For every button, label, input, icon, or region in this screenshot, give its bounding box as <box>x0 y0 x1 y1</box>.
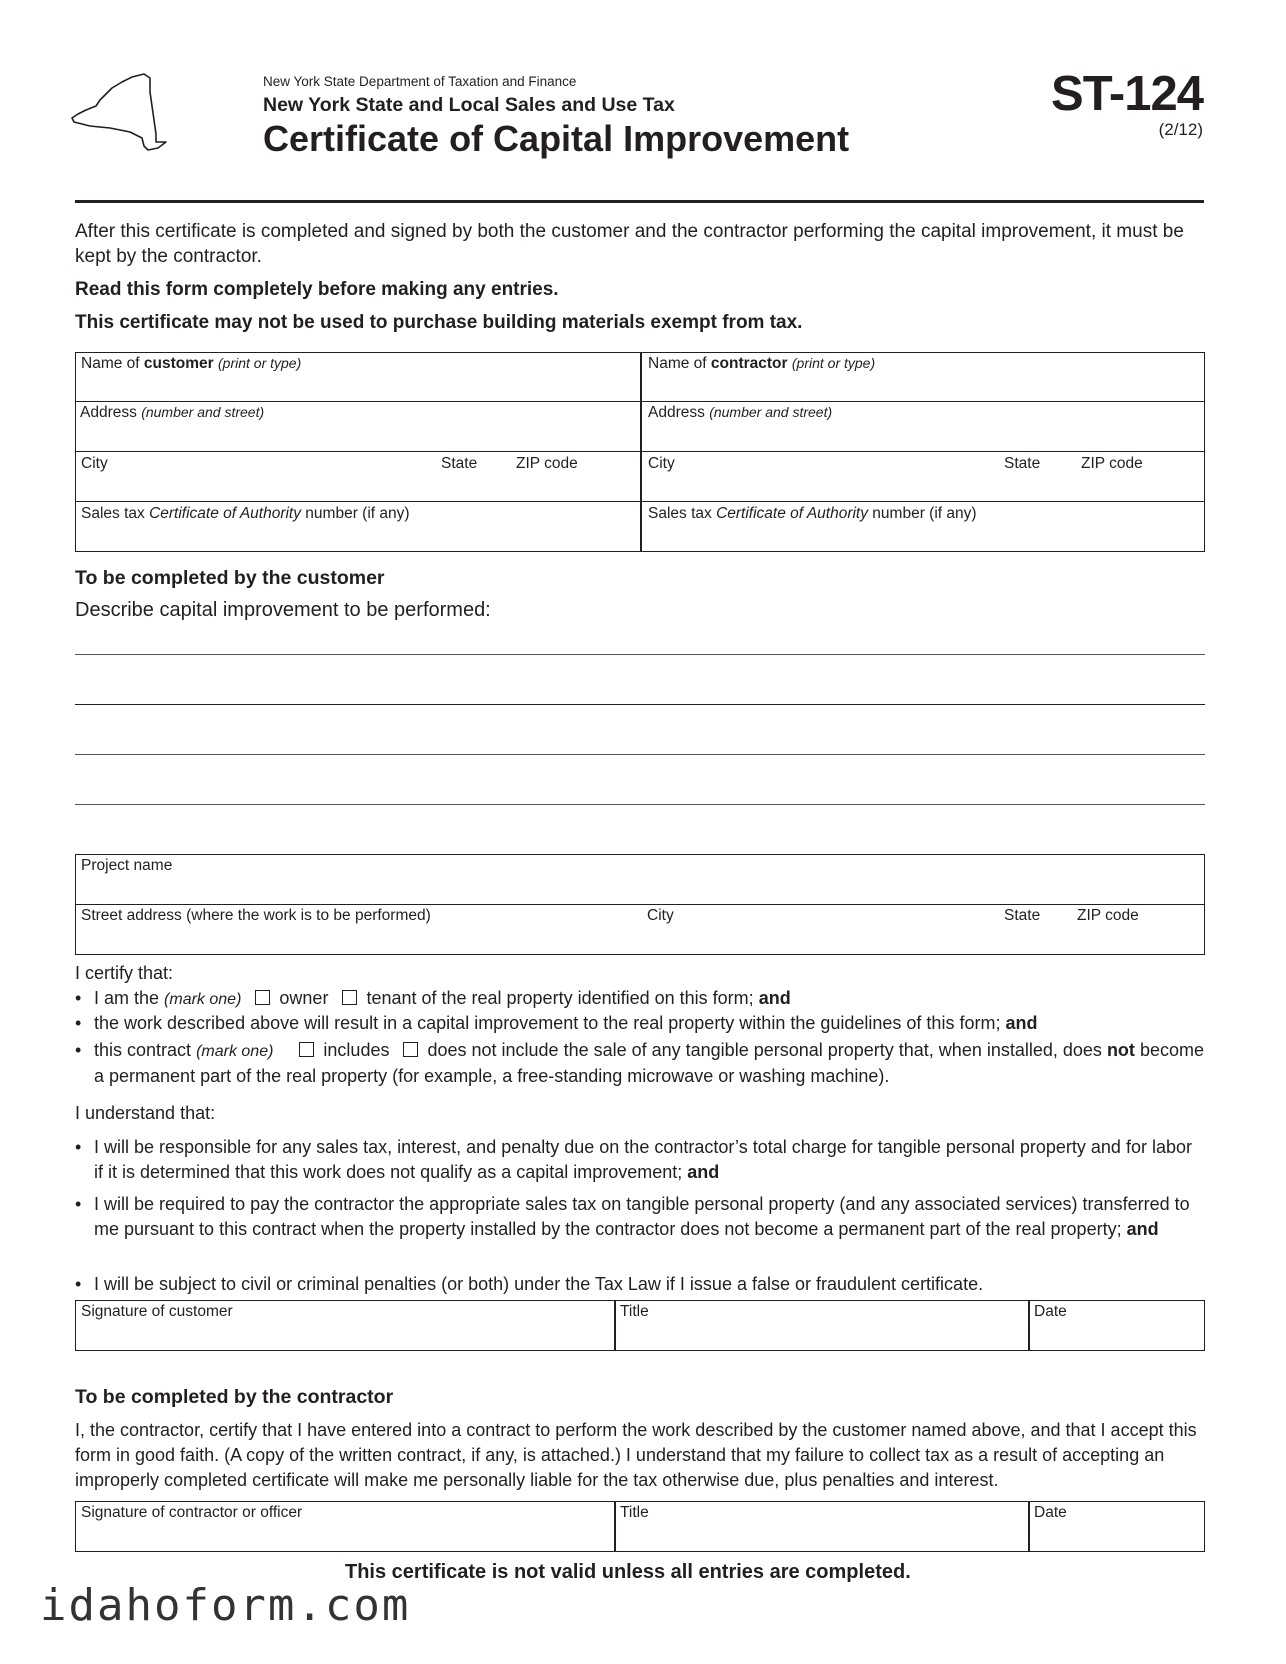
contractor-zip-field[interactable]: ZIP code <box>1081 455 1143 472</box>
certify-heading: I certify that: <box>75 963 174 983</box>
contractor-certification-text: I, the contractor, certify that I have entered into a contract to perform the work described by the customer named above, and that I accept this form in good faith. (A copy of the written contract, if any, is attached.) I understand that my failure to collect tax as a result of accepting an improperly completed certificate will make me personally liable for the tax otherwise due, plus penalties and interest. <box>75 1420 1197 1490</box>
validity-notice: This certificate is not valid unless all entries are completed. <box>345 1561 911 1583</box>
work-zip-field[interactable]: ZIP code <box>1077 907 1139 924</box>
customer-state-field[interactable]: State <box>441 455 478 472</box>
customer-signature-field[interactable]: Signature of customer <box>81 1303 233 1320</box>
department-name: New York State Department of Taxation and Finance <box>263 74 577 89</box>
customer-city-field[interactable]: City <box>81 455 108 472</box>
description-line-3[interactable] <box>75 754 1205 755</box>
understand-bullet-3: • I will be subject to civil or criminal penalties (or both) under the Tax Law if I issue a false or fraudulent certificate. <box>94 1274 983 1295</box>
customer-coa-field[interactable]: Sales tax Certificate of Authority number (if any) <box>81 505 410 522</box>
customer-section-heading: To be completed by the customer <box>75 567 385 589</box>
customer-title-field[interactable]: Title <box>620 1303 649 1320</box>
understand-bullet-1: • I will be responsible for any sales tax, interest, and penalty due on the contractor’s total charge for tangible personal property and for labor if it is determined that this work does not qualify as a capital improvement; and <box>94 1135 1204 1185</box>
does-not-include-checkbox[interactable] <box>403 1042 418 1057</box>
understand-heading: I understand that: <box>75 1103 216 1123</box>
work-city-field[interactable]: City <box>647 907 674 924</box>
contractor-section-heading: To be completed by the contractor <box>75 1386 394 1408</box>
contractor-city-field[interactable]: City <box>648 455 675 472</box>
form-number: ST-124 <box>1051 67 1203 121</box>
intro-paragraph: After this certificate is completed and signed by both the customer and the contractor performing the capital improvement, it must be kept by the contractor. <box>75 221 1184 267</box>
describe-label: Describe capital improvement to be performed: <box>75 599 491 621</box>
contractor-coa-field[interactable]: Sales tax Certificate of Authority number (if any) <box>648 505 977 522</box>
watermark: idahoform.com <box>40 1580 411 1631</box>
tenant-checkbox[interactable] <box>342 990 357 1005</box>
description-line-1[interactable] <box>75 654 1205 655</box>
customer-name-field[interactable]: Name of customer (print or type) <box>81 355 302 372</box>
contractor-title-field[interactable]: Title <box>620 1504 649 1521</box>
project-name-field[interactable]: Project name <box>81 857 173 874</box>
certify-bullet-3: • this contract (mark one) includes does not include the sale of any tangible personal property that, when installed, does not become a permanent part of the real property (for example, a free-standing microwave or washing machine). <box>94 1038 1209 1089</box>
page-title: Certificate of Capital Improvement <box>263 118 850 159</box>
understand-bullet-2: • I will be required to pay the contractor the appropriate sales tax on tangible personal property (and any associated services) transferred to me pursuant to this contract when the property installed by the contractor does not become a permanent part of the real property; and <box>94 1192 1204 1242</box>
work-street-address-field[interactable]: Street address (where the work is to be performed) <box>81 907 431 924</box>
new-york-state-outline-icon <box>70 72 170 158</box>
contractor-address-field[interactable]: Address (number and street) <box>648 404 833 421</box>
description-line-4[interactable] <box>75 804 1205 805</box>
certify-bullet-1: • I am the (mark one) owner tenant of the real property identified on this form; and <box>94 988 791 1009</box>
contractor-state-field[interactable]: State <box>1004 455 1041 472</box>
building-materials-notice: This certificate may not be used to purchase building materials exempt from tax. <box>75 312 803 333</box>
contractor-name-field[interactable]: Name of contractor (print or type) <box>648 355 876 372</box>
read-notice: Read this form completely before making any entries. <box>75 279 559 300</box>
form-subtitle: New York State and Local Sales and Use Tax <box>263 94 675 116</box>
customer-date-field[interactable]: Date <box>1034 1303 1067 1320</box>
header-rule <box>75 200 1204 203</box>
description-line-2[interactable] <box>75 704 1205 705</box>
includes-checkbox[interactable] <box>299 1042 314 1057</box>
customer-address-field[interactable]: Address (number and street) <box>80 404 265 421</box>
parties-divider <box>640 352 642 552</box>
owner-checkbox[interactable] <box>255 990 270 1005</box>
certify-bullet-2: • the work described above will result in a capital improvement to the real property within the guidelines of this form; and <box>94 1013 1037 1034</box>
customer-zip-field[interactable]: ZIP code <box>516 455 578 472</box>
form-revision: (2/12) <box>1158 120 1203 139</box>
contractor-date-field[interactable]: Date <box>1034 1504 1067 1521</box>
work-state-field[interactable]: State <box>1004 907 1041 924</box>
contractor-signature-field[interactable]: Signature of contractor or officer <box>81 1504 303 1521</box>
